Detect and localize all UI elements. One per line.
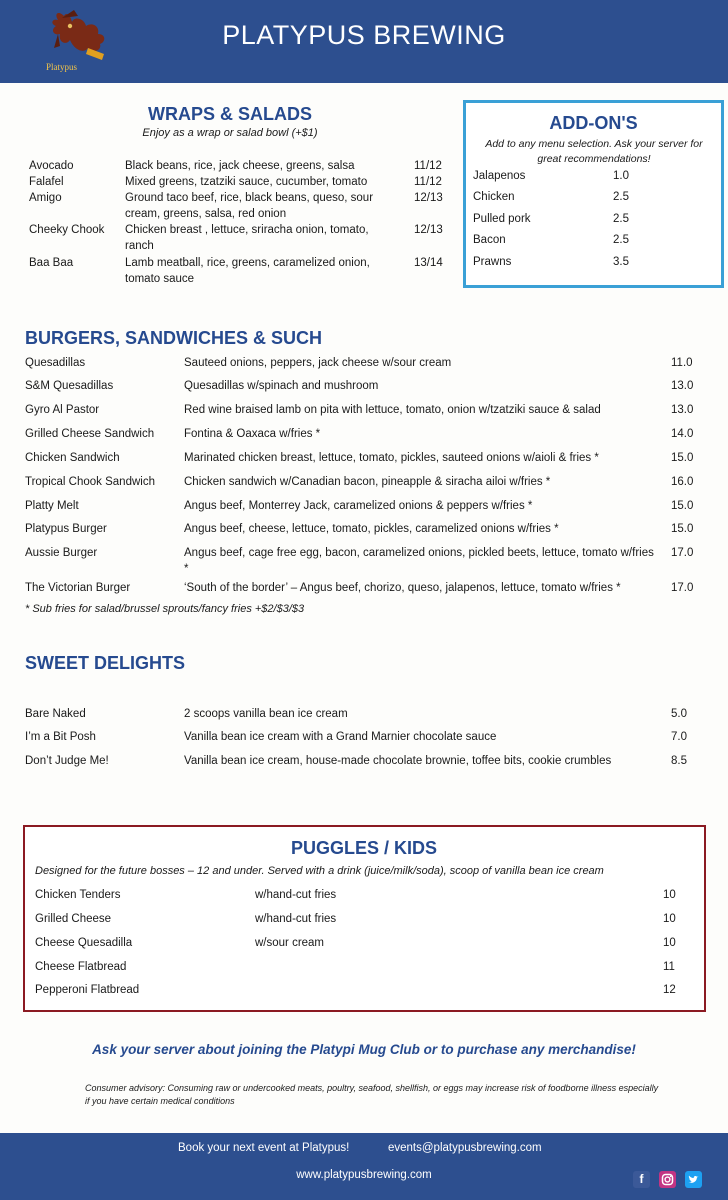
item-name: I’m a Bit Posh [25,731,96,743]
item-name: Amigo [29,192,62,204]
item-name: Platty Melt [25,500,79,512]
item-description: Angus beef, cage free egg, bacon, caramelized onions, pickled beets, lettuce, tomato w/fries * [184,547,654,575]
addon-name: Pulled pork [473,213,531,225]
addon-name: Prawns [473,256,512,268]
kids-menu-box [23,825,706,1012]
item-price: 17.0 [671,582,694,594]
item-description: ‘South of the border’ – Angus beef, chorizo, queso, jalapenos, lettuce, tomato w/fries * [184,582,621,594]
website-link[interactable]: www.platypusbrewing.com [296,1169,432,1181]
book-event-text: Book your next event at Platypus! [178,1142,350,1154]
item-price: 10 [663,913,676,925]
item-name: Platypus Burger [25,523,107,535]
addon-price: 2.5 [613,234,629,246]
item-name: Avocado [29,160,74,172]
item-name: Cheese Flatbread [35,961,127,973]
item-description: Chicken sandwich w/Canadian bacon, pineapple & siracha ailoi w/fries * [184,476,551,488]
instagram-icon[interactable] [659,1171,676,1188]
item-name: Tropical Chook Sandwich [25,476,155,488]
addon-name: Bacon [473,234,506,246]
item-name: Don’t Judge Me! [25,755,109,767]
item-price: 12/13 [414,224,443,236]
item-description: 2 scoops vanilla bean ice cream [184,708,348,720]
item-description: Ground taco beef, rice, black beans, queso, sour cream, greens, salsa, red onion [125,192,374,220]
item-name: Chicken Tenders [35,889,121,901]
footer-bar [0,1133,728,1200]
sweet-section-title: SWEET DELIGHTS [25,653,186,673]
item-description: Angus beef, cheese, lettuce, tomato, pickles, caramelized onions w/fries * [184,523,559,535]
item-name: Grilled Cheese [35,913,112,925]
consumer-advisory: Consumer advisory: Consuming raw or undercooked meats, poultry, seafood, shellfish, or eggs may increase risk of foodborne illness especially if you have certain medical conditions [85,1083,659,1106]
item-description: Angus beef, Monterrey Jack, caramelized onions & peppers w/fries * [184,500,533,512]
item-price: 10 [663,889,676,901]
item-price: 10 [663,937,676,949]
item-name: Cheeky Chook [29,224,105,236]
item-price: 12/13 [414,192,443,204]
addons-title: ADD-ON'S [549,113,638,133]
item-description: Red wine braised lamb on pita with lettuce, tomato, onion w/tzatziki sauce & salad [184,404,601,416]
item-description: Chicken breast , lettuce, sriracha onion, tomato, ranch [125,224,369,252]
item-description: w/sour cream [255,937,325,949]
burgers-section-title: BURGERS, SANDWICHES & SUCH [25,328,323,348]
item-price: 8.5 [671,755,687,767]
item-name: Quesadillas [25,357,86,369]
header-bar [0,0,728,83]
facebook-icon[interactable]: f [633,1171,650,1188]
item-price: 12 [663,984,676,996]
item-price: 11/12 [414,160,442,172]
addons-subtitle: Add to any menu selection. Ask your server for great recommendations! [485,138,703,165]
item-description: Lamb meatball, rice, greens, caramelized onion, tomato sauce [125,257,370,285]
item-price: 15.0 [671,452,694,464]
wraps-section-title: WRAPS & SALADS [147,104,312,124]
item-price: 13.0 [671,380,694,392]
item-description: Mixed greens, tzatziki sauce, cucumber, tomato [125,176,368,188]
page-title: PLATYPUS BREWING [222,20,506,50]
addon-price: 2.5 [613,191,629,203]
item-price: 7.0 [671,731,687,743]
item-description: Vanilla bean ice cream with a Grand Marnier chocolate sauce [184,731,497,743]
twitter-icon[interactable] [685,1171,702,1188]
wraps-section-subtitle: Enjoy as a wrap or salad bowl (+$1) [142,127,318,139]
addon-name: Jalapenos [473,170,526,182]
item-name: Grilled Cheese Sandwich [25,428,155,440]
events-email-link[interactable]: events@platypusbrewing.com [388,1142,542,1154]
item-name: S&M Quesadillas [25,380,114,392]
mug-club-callout: Ask your server about joining the Platypi Mug Club or to purchase any merchandise! [92,1042,636,1057]
item-price: 11 [663,961,675,973]
logo-wordmark: Platypus [46,62,78,72]
item-price: 11/12 [414,176,442,188]
item-description: Marinated chicken breast, lettuce, tomato, pickles, sauteed onions w/aioli & fries * [184,452,599,464]
item-description: Black beans, rice, jack cheese, greens, salsa [125,160,355,172]
item-price: 5.0 [671,708,687,720]
item-name: Pepperoni Flatbread [35,984,140,996]
item-price: 16.0 [671,476,694,488]
kids-section-title: PUGGLES / KIDS [290,838,438,858]
item-name: The Victorian Burger [25,582,131,594]
addons-box [463,100,724,288]
item-name: Baa Baa [29,257,74,269]
item-name: Cheese Quesadilla [35,937,133,949]
item-name: Aussie Burger [25,547,98,559]
addon-price: 2.5 [613,213,629,225]
item-description: w/hand-cut fries [255,913,337,925]
item-description: Vanilla bean ice cream, house-made chocolate brownie, toffee bits, cookie crumbles [184,755,612,767]
item-price: 14.0 [671,428,694,440]
fries-substitution-note: * Sub fries for salad/brussel sprouts/fancy fries +$2/$3/$3 [25,603,305,615]
item-description: Quesadillas w/spinach and mushroom [184,380,379,392]
item-price: 17.0 [671,547,694,559]
item-name: Falafel [29,176,64,188]
item-price: 15.0 [671,500,694,512]
item-description: w/hand-cut fries [255,889,337,901]
addon-price: 3.5 [613,256,629,268]
item-name: Bare Naked [25,708,86,720]
kids-section-subtitle: Designed for the future bosses – 12 and under. Served with a drink (juice/milk/soda), scoop of vanilla bean ice cream [35,865,604,877]
item-price: 13/14 [414,257,443,269]
item-name: Gyro Al Pastor [25,404,100,416]
item-description: Fontina & Oaxaca w/fries * [184,428,321,440]
item-price: 11.0 [671,357,693,369]
item-price: 13.0 [671,404,694,416]
item-description: Sauteed onions, peppers, jack cheese w/sour cream [184,357,452,369]
item-name: Chicken Sandwich [25,452,120,464]
addon-price: 1.0 [613,170,629,182]
addon-name: Chicken [473,191,515,203]
item-price: 15.0 [671,523,694,535]
